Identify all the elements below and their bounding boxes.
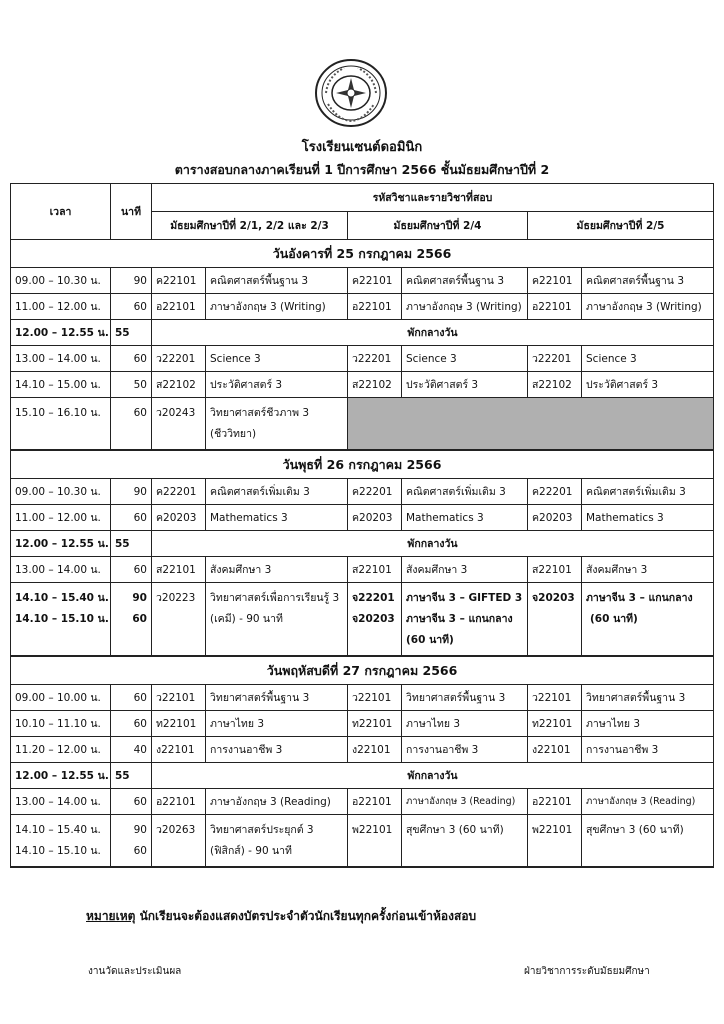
subject-name-line: ภาษาจีน 3 – แกนกลาง	[586, 592, 693, 604]
subject-code: อ22101	[348, 789, 402, 815]
minutes-cell: 90	[111, 268, 152, 294]
minutes-cell: 90	[111, 479, 152, 505]
time-cell: 09.00 – 10.00 น.	[11, 685, 111, 711]
subject-name: ภาษาอังกฤษ 3 (Reading)	[582, 789, 714, 815]
minutes-cell: 60	[111, 685, 152, 711]
subject-code: ง22101	[528, 737, 582, 763]
subject-name: วิทยาศาสตร์พื้นฐาน 3	[402, 685, 528, 711]
subject-name: คณิตศาสตร์เพิ่มเติม 3	[206, 479, 348, 505]
time-line: 14.10 – 15.40 น.	[15, 824, 101, 836]
subject-name: ภาษาอังกฤษ 3 (Writing)	[402, 294, 528, 320]
time-cell	[11, 815, 111, 868]
day-header-row	[11, 240, 714, 268]
time-cell: 15.10 – 16.10 น.	[11, 398, 111, 451]
subject-name: Science 3	[582, 346, 714, 372]
minutes-cell: 55	[111, 320, 152, 346]
subject-code: ส22102	[348, 372, 402, 398]
header-time: เวลา	[11, 184, 111, 240]
subject-name: คณิตศาสตร์เพิ่มเติม 3	[402, 479, 528, 505]
subject-name: ประวัติศาสตร์ 3	[582, 372, 714, 398]
subject-name	[206, 815, 348, 868]
minutes-cell: 60	[111, 789, 152, 815]
school-name: โรงเรียนเซนต์ดอมินิก	[301, 140, 423, 155]
subject-name: ภาษาไทย 3	[582, 711, 714, 737]
subject-code: ส22102	[528, 372, 582, 398]
minutes-cell: 60	[111, 398, 152, 451]
subject-code: ส22101	[348, 557, 402, 583]
lunch-break: พักกลางวัน	[152, 320, 714, 346]
table-row	[11, 346, 714, 372]
subject-code: ส22102	[152, 372, 206, 398]
subject-name: Science 3	[206, 346, 348, 372]
subject-code-line: จ20203	[352, 613, 395, 625]
day-header-row	[11, 656, 714, 685]
subject-code: ท22101	[528, 711, 582, 737]
subject-name: Mathematics 3	[402, 505, 528, 531]
header-subjects: รหัสวิชาและรายวิชาที่สอบ	[152, 184, 714, 212]
time-cell: 12.00 – 12.55 น.	[11, 531, 111, 557]
subject-name-line: (เคมี) - 90 นาที	[210, 613, 283, 625]
time-line: 14.10 – 15.10 น.	[15, 613, 109, 625]
subject-code: พ22101	[528, 815, 582, 868]
time-cell: 09.00 – 10.30 น.	[11, 268, 111, 294]
subject-name	[206, 398, 348, 451]
subject-name-line: (ชีววิทยา)	[210, 428, 257, 440]
subject-code: ส22101	[152, 557, 206, 583]
minutes-cell: 60	[111, 346, 152, 372]
subject-name	[402, 583, 528, 657]
subject-name: คณิตศาสตร์เพิ่มเติม 3	[582, 479, 714, 505]
minutes-cell: 55	[111, 531, 152, 557]
header-minutes: นาที	[111, 184, 152, 240]
footer-department-left: งานวัดและประเมินผล	[88, 966, 182, 977]
subject-code: ค20203	[348, 505, 402, 531]
subject-code: ว22201	[348, 346, 402, 372]
no-exam-cell	[348, 398, 714, 451]
subject-name: สุขศึกษา 3 (60 นาที)	[582, 815, 714, 868]
minutes-cell	[111, 583, 152, 657]
subject-name: ประวัติศาสตร์ 3	[206, 372, 348, 398]
exam-schedule-table	[10, 183, 714, 868]
subject-code	[348, 583, 402, 657]
subject-name: การงานอาชีพ 3	[582, 737, 714, 763]
time-cell: 11.20 – 12.00 น.	[11, 737, 111, 763]
subject-code: ค20203	[528, 505, 582, 531]
minutes-cell: 60	[111, 711, 152, 737]
note-text: นักเรียนจะต้องแสดงบัตรประจำตัวนักเรียนทุกครั้งก่อนเข้าห้องสอบ	[135, 909, 477, 923]
subject-code: ว22101	[152, 685, 206, 711]
subject-code: จ20203	[528, 583, 582, 657]
subject-name: คณิตศาสตร์พื้นฐาน 3	[582, 268, 714, 294]
subject-name: สังคมศึกษา 3	[206, 557, 348, 583]
minutes-line: 60	[133, 845, 147, 857]
subject-code: ค22201	[348, 479, 402, 505]
subject-code: ว22201	[528, 346, 582, 372]
minutes-cell	[111, 815, 152, 868]
time-cell: 11.00 – 12.00 น.	[11, 505, 111, 531]
time-cell: 10.10 – 11.10 น.	[11, 711, 111, 737]
subject-name: ภาษาไทย 3	[402, 711, 528, 737]
schedule-title: ตารางสอบกลางภาคเรียนที่ 1 ปีการศึกษา 2566 ชั้นมัธยมศึกษาปีที่ 2	[174, 162, 550, 177]
minutes-cell: 55	[111, 763, 152, 789]
day-header-row	[11, 450, 714, 479]
subject-code: ว20263	[152, 815, 206, 868]
subject-name: ประวัติศาสตร์ 3	[402, 372, 528, 398]
day-title: วันอังคารที่ 25 กรกฎาคม 2566	[11, 240, 714, 268]
time-line: 14.10 – 15.40 น.	[15, 592, 109, 604]
subject-name: คณิตศาสตร์พื้นฐาน 3	[206, 268, 348, 294]
subject-code: อ22101	[528, 789, 582, 815]
subject-name: Mathematics 3	[206, 505, 348, 531]
header-group-3: มัธยมศึกษาปีที่ 2/5	[528, 212, 714, 240]
subject-code: ว22101	[348, 685, 402, 711]
subject-name: สุขศึกษา 3 (60 นาที)	[402, 815, 528, 868]
subject-code: อ22101	[348, 294, 402, 320]
subject-name: วิทยาศาสตร์พื้นฐาน 3	[206, 685, 348, 711]
note	[86, 907, 476, 926]
subject-code: ค22101	[152, 268, 206, 294]
day-title: วันพฤหัสบดีที่ 27 กรกฎาคม 2566	[11, 656, 714, 685]
subject-code: ท22101	[348, 711, 402, 737]
subject-name	[582, 583, 714, 657]
time-cell: 13.00 – 14.00 น.	[11, 789, 111, 815]
minutes-line: 90	[132, 592, 147, 604]
lunch-break: พักกลางวัน	[152, 763, 714, 789]
table-row	[11, 789, 714, 815]
table-row	[11, 711, 714, 737]
time-cell: 13.00 – 14.00 น.	[11, 557, 111, 583]
lunch-row	[11, 763, 714, 789]
minutes-cell: 60	[111, 294, 152, 320]
table-row	[11, 557, 714, 583]
footer-department-right: ฝ่ายวิชาการระดับมัธยมศึกษา	[524, 966, 650, 977]
subject-name: ภาษาอังกฤษ 3 (Reading)	[402, 789, 528, 815]
subject-name: การงานอาชีพ 3	[402, 737, 528, 763]
time-line: 14.10 – 15.10 น.	[15, 845, 101, 857]
subject-name-line: (60 นาที)	[590, 613, 638, 625]
table-row	[11, 372, 714, 398]
subject-code: อ22101	[152, 294, 206, 320]
table-header-row	[11, 184, 714, 212]
time-cell	[11, 583, 111, 657]
subject-name: ภาษาอังกฤษ 3 (Reading)	[206, 789, 348, 815]
table-row	[11, 294, 714, 320]
school-logo	[314, 58, 388, 128]
time-cell: 09.00 – 10.30 น.	[11, 479, 111, 505]
minutes-cell: 60	[111, 557, 152, 583]
subject-name: ภาษาอังกฤษ 3 (Writing)	[582, 294, 714, 320]
subject-code: ง22101	[348, 737, 402, 763]
subject-name-line: ภาษาจีน 3 – แกนกลาง	[406, 613, 513, 625]
subject-code: ค22101	[528, 268, 582, 294]
subject-name-line: วิทยาศาสตร์ประยุกต์ 3	[210, 824, 314, 836]
note-label: หมายเหตุ	[86, 909, 136, 923]
subject-name-line: (60 นาที)	[406, 634, 454, 646]
subject-code: ว20223	[152, 583, 206, 657]
header-group-2: มัธยมศึกษาปีที่ 2/4	[348, 212, 528, 240]
time-cell: 13.00 – 14.00 น.	[11, 346, 111, 372]
subject-code: พ22101	[348, 815, 402, 868]
subject-name-line: วิทยาศาสตร์เพื่อการเรียนรู้ 3	[210, 592, 340, 604]
lunch-row	[11, 320, 714, 346]
subject-code: ว22201	[152, 346, 206, 372]
lunch-row	[11, 531, 714, 557]
subject-code: อ22101	[152, 789, 206, 815]
subject-name: ภาษาไทย 3	[206, 711, 348, 737]
table-row	[11, 737, 714, 763]
subject-code-line: จ22201	[352, 592, 395, 604]
table-row	[11, 479, 714, 505]
subject-name: Mathematics 3	[582, 505, 714, 531]
subject-code: ค22201	[528, 479, 582, 505]
time-cell: 12.00 – 12.55 น.	[11, 763, 111, 789]
day-title: วันพุธที่ 26 กรกฎาคม 2566	[11, 450, 714, 479]
subject-name-line: ภาษาจีน 3 – GIFTED 3	[406, 592, 523, 604]
subject-code: ท22101	[152, 711, 206, 737]
time-cell: 11.00 – 12.00 น.	[11, 294, 111, 320]
minutes-cell: 40	[111, 737, 152, 763]
subject-name: สังคมศึกษา 3	[582, 557, 714, 583]
table-row	[11, 583, 714, 657]
time-cell: 12.00 – 12.55 น.	[11, 320, 111, 346]
subject-name: ภาษาอังกฤษ 3 (Writing)	[206, 294, 348, 320]
table-row	[11, 398, 714, 451]
subject-name-line: วิทยาศาสตร์ชีวภาพ 3	[210, 407, 310, 419]
subject-name	[206, 583, 348, 657]
table-row	[11, 815, 714, 868]
subject-name: Science 3	[402, 346, 528, 372]
subject-name: สังคมศึกษา 3	[402, 557, 528, 583]
lunch-break: พักกลางวัน	[152, 531, 714, 557]
subject-code: ค22101	[348, 268, 402, 294]
minutes-cell: 50	[111, 372, 152, 398]
subject-name-line: (ฟิสิกส์) - 90 นาที	[210, 845, 292, 857]
subject-code: ส22101	[528, 557, 582, 583]
minutes-line: 90	[133, 824, 147, 836]
table-row	[11, 505, 714, 531]
minutes-cell: 60	[111, 505, 152, 531]
subject-name: การงานอาชีพ 3	[206, 737, 348, 763]
table-row	[11, 268, 714, 294]
subject-name: คณิตศาสตร์พื้นฐาน 3	[402, 268, 528, 294]
subject-code: ว20243	[152, 398, 206, 451]
time-cell: 14.10 – 15.00 น.	[11, 372, 111, 398]
subject-name: วิทยาศาสตร์พื้นฐาน 3	[582, 685, 714, 711]
table-row	[11, 685, 714, 711]
subject-code: อ22101	[528, 294, 582, 320]
subject-code: ว22101	[528, 685, 582, 711]
subject-code: ง22101	[152, 737, 206, 763]
header-group-1: มัธยมศึกษาปีที่ 2/1, 2/2 และ 2/3	[152, 212, 348, 240]
subject-code: ค22201	[152, 479, 206, 505]
minutes-line: 60	[132, 613, 147, 625]
subject-code: ค20203	[152, 505, 206, 531]
